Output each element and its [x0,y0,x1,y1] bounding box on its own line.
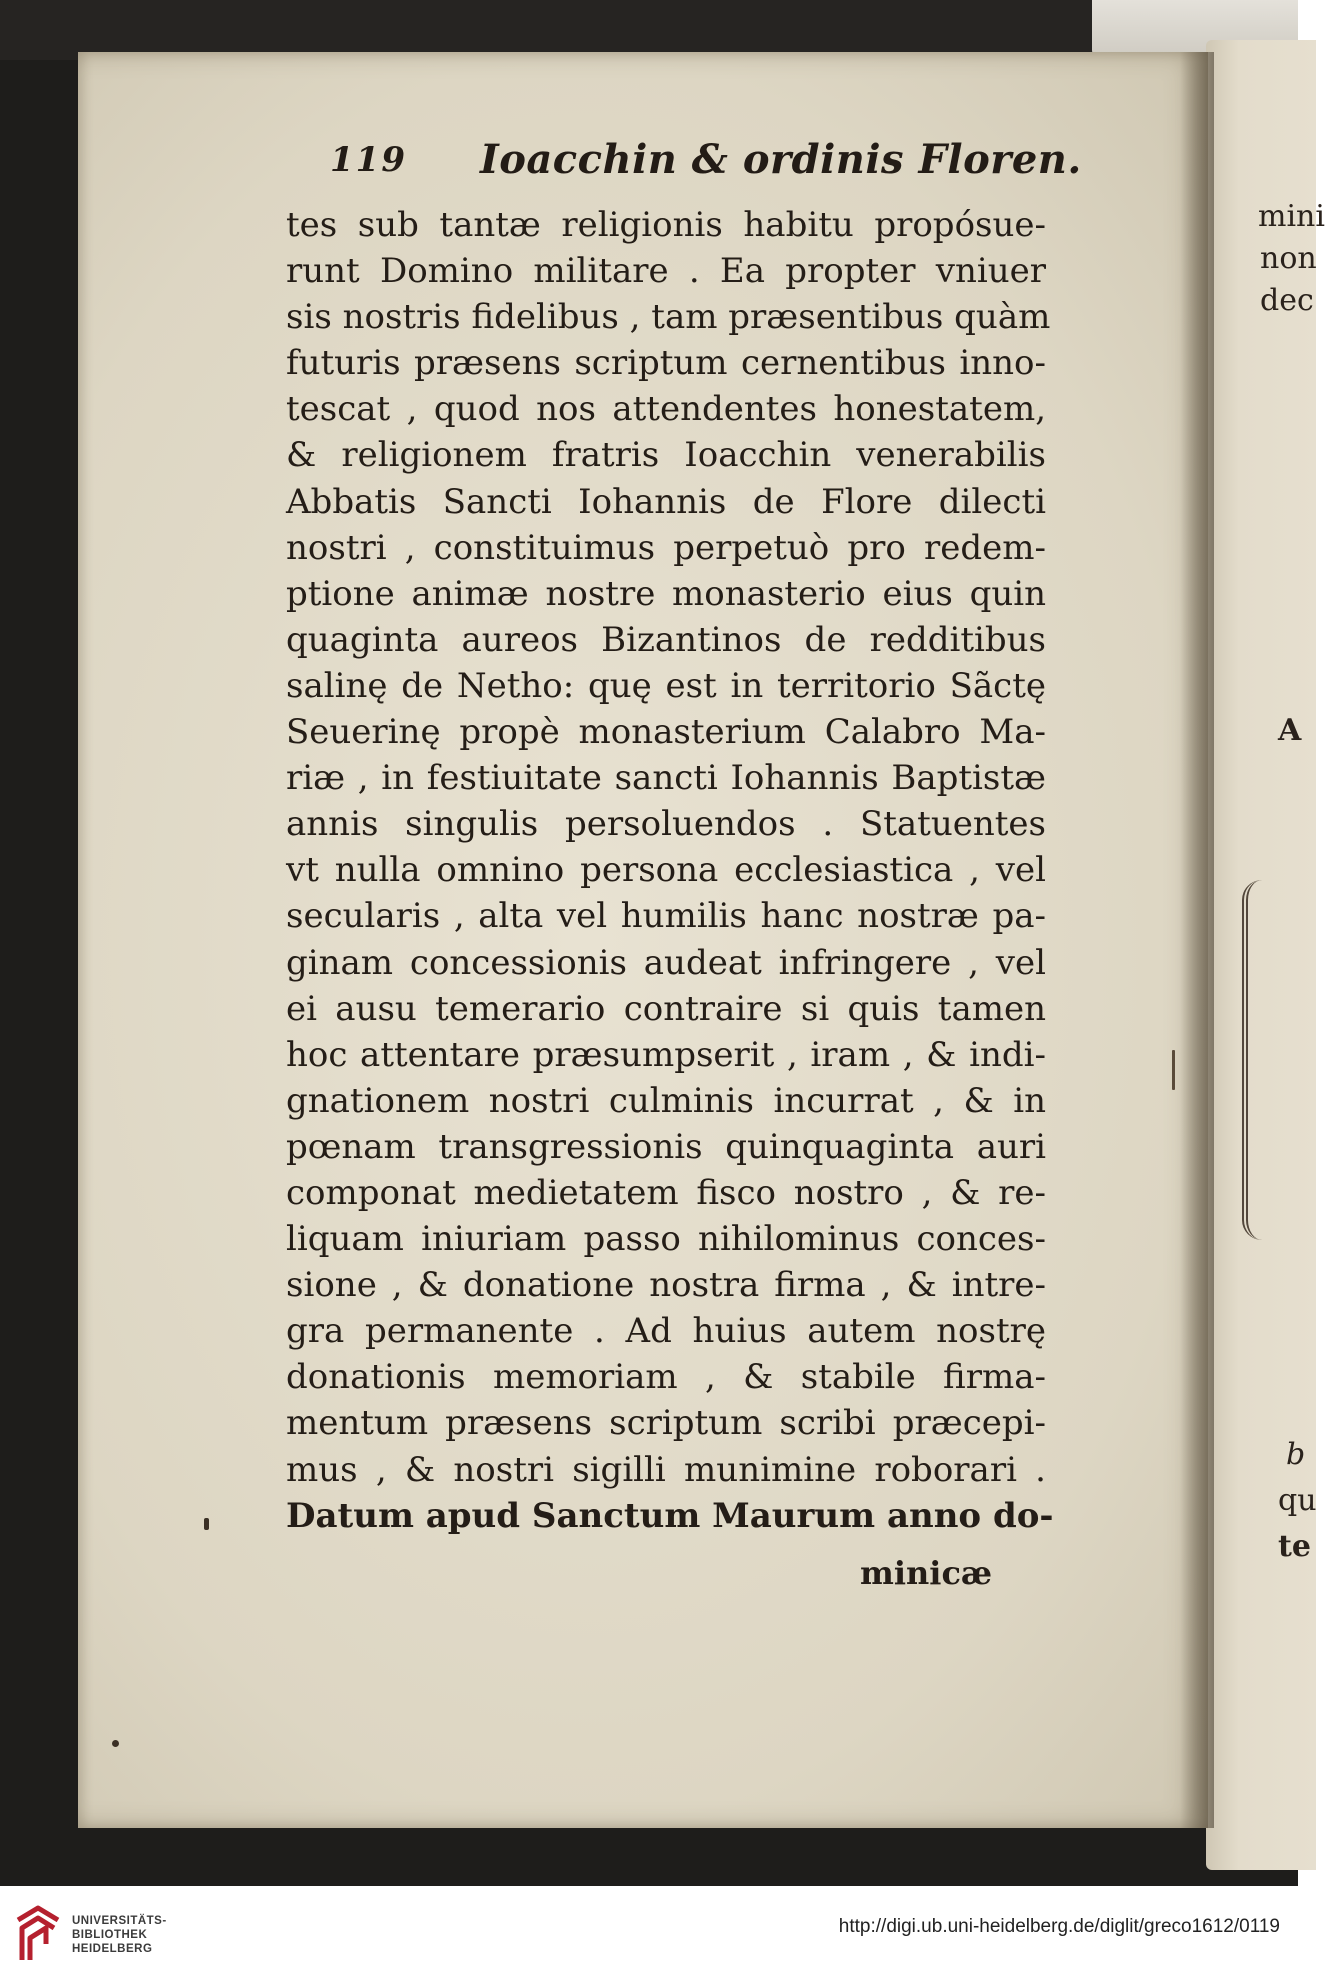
text-line: nostri , constituimus perpetuò pro redem- [286,527,1046,568]
permalink[interactable]: http://digi.ub.uni-heidelberg.de/diglit/greco1612/0119 [838,1916,1280,1937]
ink-spot [1172,1050,1175,1090]
facing-page-fragment: dec [1260,283,1314,318]
text-line: tescat , quod nos attendentes honestatem, [286,389,1046,430]
body-text [286,202,1054,1539]
facing-page-fragment: mini [1258,199,1325,234]
text-line: quaginta aureos Bizantinos de redditibus [286,619,1046,660]
text-line: Abbatis Sancti Iohannis de Flore dilecti [286,481,1046,522]
text-line: sis nostris fidelibus , tam præsentibus quàm [286,297,1051,338]
facing-page [1206,40,1325,1870]
text-line: runt Domino militare . Ea propter vniuer [286,251,1046,292]
library-name-line: BIBLIOTHEK [72,1929,148,1941]
text-line: gnationem nostri culminis incurrat , & in [286,1080,1046,1121]
text-line: annis singulis persoluendos . Statuentes [286,804,1046,845]
text-line: componat medietatem fisco nostro , & re- [286,1172,1046,1213]
text-line: gra permanente . Ad huius autem nostrę [286,1311,1046,1352]
text-line: mentum præsens scriptum scribi præcepi- [286,1403,1046,1444]
text-line: liquam iniuriam passo nihilominus conces- [286,1219,1046,1260]
text-line: Seuerinę propè monasterium Calabro Ma- [286,712,1046,753]
page-header [330,136,1082,186]
facing-page-fragment: A [1278,713,1302,748]
text-line: secularis , alta vel humilis hanc nostræ pa- [286,896,1046,937]
ink-spot [204,1518,209,1530]
text-line: salinę de Netho: quę est in territorio Sãctę [286,665,1046,706]
text-line: mus , & nostri sigilli munimine roborari . [286,1449,1046,1490]
facing-page-fragment: qu [1278,1483,1317,1518]
facing-page-fragment: te [1278,1529,1311,1564]
text-line: donationis memoriam , & stabile firma- [286,1357,1046,1398]
library-name-line: HEIDELBERG [72,1943,153,1955]
text-line: pœnam transgressionis quinquaginta auri [286,1126,1046,1167]
text-line: vt nulla omnino persona ecclesiastica , vel [286,850,1046,891]
text-line: sione , & donatione nostra firma , & intre- [286,1265,1046,1306]
text-line: hoc attentare præsumpserit , iram , & indi- [286,1034,1046,1075]
catchword: minicæ [860,1554,993,1592]
text-line: riæ , in festiuitate sancti Iohannis Baptistæ [286,758,1046,799]
running-head: Ioacchin & ordinis Floren. [480,136,1082,183]
text-line: & religionem fratris Ioacchin venerabilis [286,435,1046,476]
text-line: ptione animæ nostre monasterio eius quin [286,573,1046,614]
library-logo-icon [12,1904,64,1964]
facing-page-fragment: non [1260,241,1317,276]
footer-bar [0,1886,1298,1984]
facing-page-fragment: b [1286,1437,1306,1472]
text-line: ei ausu temerario contraire si quis tamen [286,988,1046,1029]
gutter-shadow [1180,52,1214,1828]
text-line: ginam concessionis audeat infringere , vel [286,942,1046,983]
text-line: tes sub tantæ religionis habitu propósue- [286,205,1046,245]
text-line: futuris præsens scriptum cernentibus inno- [286,343,1046,384]
ink-spot [112,1740,119,1747]
page-number: 119 [330,140,407,180]
library-name-line: UNIVERSITÄTS- [72,1915,167,1927]
text-line: Datum apud Sanctum Maurum anno do- [286,1495,1054,1536]
library-name [72,1914,167,1956]
ornament-border [1242,880,1308,1240]
